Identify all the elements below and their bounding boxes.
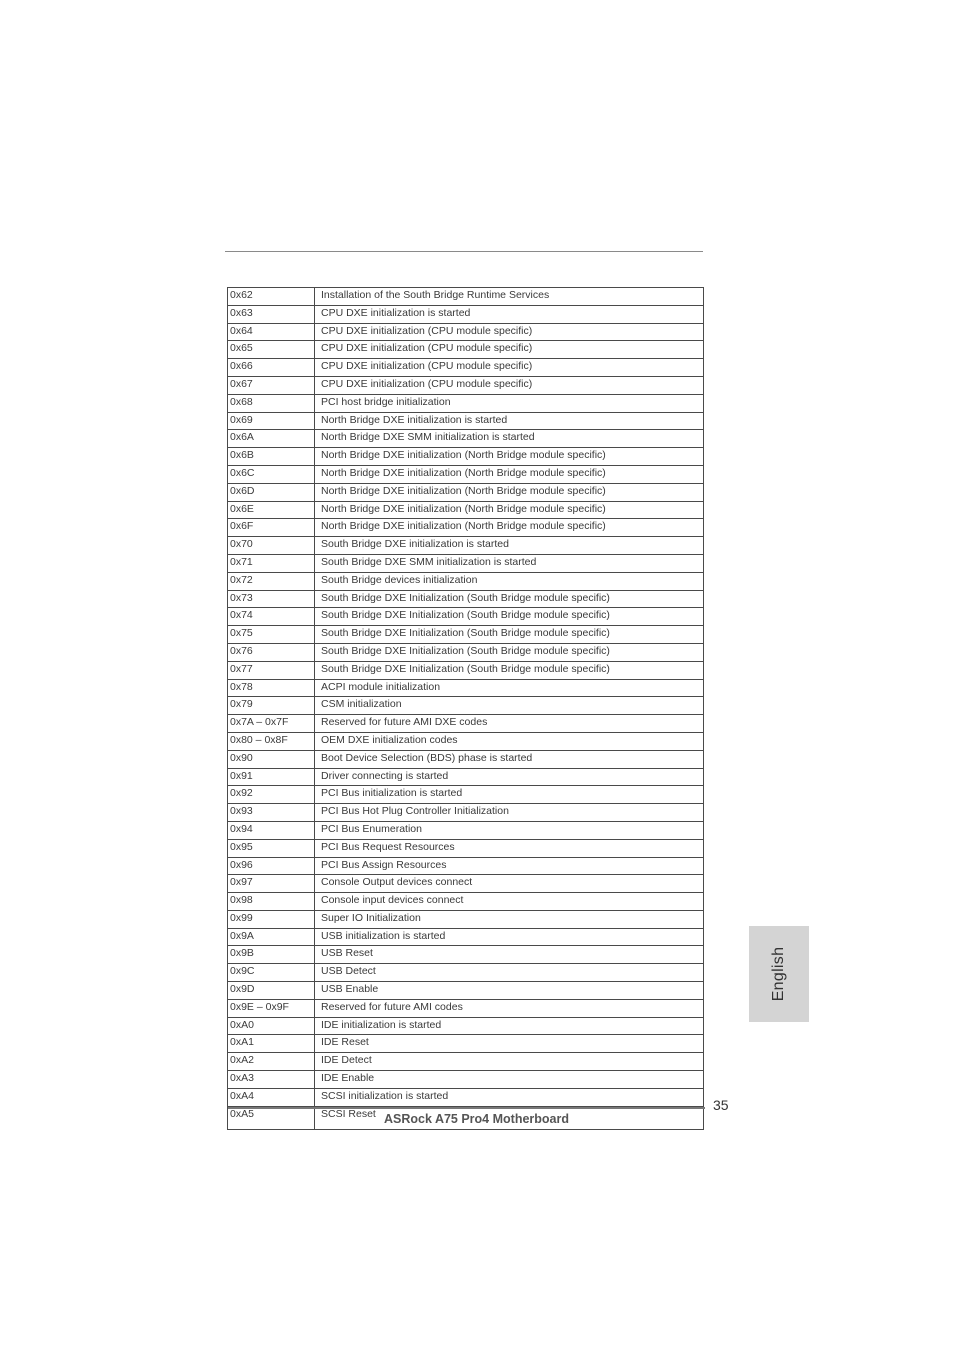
post-code-cell: 0x70 [228, 537, 315, 555]
post-code-cell: 0x7A – 0x7F [228, 715, 315, 733]
description-cell: South Bridge DXE Initialization (South Bridge module specific) [315, 661, 704, 679]
language-tab-label: English [770, 946, 787, 1002]
description-cell: PCI Bus Request Resources [315, 839, 704, 857]
table-row [228, 661, 704, 679]
table-row [228, 501, 704, 519]
table-row [228, 679, 704, 697]
table-row [228, 928, 704, 946]
post-code-cell: 0x71 [228, 554, 315, 572]
post-code-cell: 0x69 [228, 412, 315, 430]
post-code-cell: 0x6F [228, 519, 315, 537]
description-cell: USB initialization is started [315, 928, 704, 946]
post-code-cell: 0x95 [228, 839, 315, 857]
post-code-cell: 0x92 [228, 786, 315, 804]
post-code-cell: 0x76 [228, 643, 315, 661]
description-cell: South Bridge devices initialization [315, 572, 704, 590]
post-code-cell: 0x91 [228, 768, 315, 786]
footer-title: ASRock A75 Pro4 Motherboard [384, 1112, 569, 1126]
description-cell: South Bridge DXE Initialization (South Bridge module specific) [315, 643, 704, 661]
post-code-cell: 0x90 [228, 750, 315, 768]
post-code-cell: 0x9B [228, 946, 315, 964]
description-cell: CPU DXE initialization (CPU module specific) [315, 323, 704, 341]
post-code-cell: 0x93 [228, 804, 315, 822]
description-cell: North Bridge DXE SMM initialization is started [315, 430, 704, 448]
post-code-cell: 0x6E [228, 501, 315, 519]
description-cell: CPU DXE initialization (CPU module specific) [315, 359, 704, 377]
table-row [228, 572, 704, 590]
post-code-cell: 0x6B [228, 448, 315, 466]
post-code-table [227, 287, 704, 1130]
post-code-cell: 0xA4 [228, 1088, 315, 1106]
table-row [228, 750, 704, 768]
description-cell: South Bridge DXE Initialization (South Bridge module specific) [315, 608, 704, 626]
table-row [228, 875, 704, 893]
description-cell: North Bridge DXE initialization is started [315, 412, 704, 430]
post-code-cell: 0x99 [228, 910, 315, 928]
table-row [228, 288, 704, 306]
post-code-cell: 0x63 [228, 305, 315, 323]
post-code-cell: 0xA5 [228, 1106, 315, 1129]
table-row [228, 697, 704, 715]
description-cell: North Bridge DXE initialization (North Bridge module specific) [315, 448, 704, 466]
table-row [228, 394, 704, 412]
description-cell: CPU DXE initialization (CPU module specific) [315, 341, 704, 359]
language-tab [749, 926, 809, 1022]
description-cell: IDE initialization is started [315, 1017, 704, 1035]
table-row [228, 359, 704, 377]
table-row [228, 305, 704, 323]
table-row [228, 1053, 704, 1071]
table-row [228, 643, 704, 661]
table-row [228, 768, 704, 786]
description-cell: PCI Bus initialization is started [315, 786, 704, 804]
description-cell: South Bridge DXE Initialization (South Bridge module specific) [315, 626, 704, 644]
description-cell: ACPI module initialization [315, 679, 704, 697]
description-cell: North Bridge DXE initialization (North Bridge module specific) [315, 483, 704, 501]
table-row [228, 1035, 704, 1053]
post-code-cell: 0x73 [228, 590, 315, 608]
post-code-cell: 0x72 [228, 572, 315, 590]
table-row [228, 715, 704, 733]
post-code-rows [228, 288, 704, 1130]
table-row [228, 964, 704, 982]
table-row [228, 786, 704, 804]
description-cell: South Bridge DXE Initialization (South Bridge module specific) [315, 590, 704, 608]
table-row [228, 448, 704, 466]
post-code-cell: 0xA0 [228, 1017, 315, 1035]
table-row [228, 608, 704, 626]
post-code-cell: 0x9E – 0x9F [228, 999, 315, 1017]
table-row [228, 537, 704, 555]
table-row [228, 999, 704, 1017]
table-row [228, 1017, 704, 1035]
table-row [228, 430, 704, 448]
post-code-cell: 0x65 [228, 341, 315, 359]
post-code-cell: 0x80 – 0x8F [228, 732, 315, 750]
table-row [228, 1071, 704, 1089]
table-row [228, 910, 704, 928]
post-code-cell: 0x66 [228, 359, 315, 377]
table-row [228, 554, 704, 572]
table-row [228, 412, 704, 430]
description-cell: Driver connecting is started [315, 768, 704, 786]
description-cell: IDE Enable [315, 1071, 704, 1089]
description-cell: Super IO Initialization [315, 910, 704, 928]
post-code-cell: 0x97 [228, 875, 315, 893]
description-cell: Reserved for future AMI codes [315, 999, 704, 1017]
description-cell: Console input devices connect [315, 893, 704, 911]
table-row [228, 857, 704, 875]
table-row [228, 821, 704, 839]
description-cell: USB Detect [315, 964, 704, 982]
description-cell: IDE Detect [315, 1053, 704, 1071]
post-code-cell: 0x79 [228, 697, 315, 715]
table-row [228, 465, 704, 483]
description-cell: SCSI Reset [315, 1106, 704, 1129]
description-cell: CPU DXE initialization is started [315, 305, 704, 323]
description-cell: PCI Bus Enumeration [315, 821, 704, 839]
table-row [228, 341, 704, 359]
table-row [228, 376, 704, 394]
post-code-cell: 0x94 [228, 821, 315, 839]
table-row [228, 893, 704, 911]
description-cell: Reserved for future AMI DXE codes [315, 715, 704, 733]
post-code-cell: 0x78 [228, 679, 315, 697]
post-code-cell: 0x9A [228, 928, 315, 946]
post-code-cell: 0x77 [228, 661, 315, 679]
post-code-cell: 0x6C [228, 465, 315, 483]
post-code-cell: 0x6D [228, 483, 315, 501]
page-number: 35 [713, 1097, 729, 1113]
description-cell: Console Output devices connect [315, 875, 704, 893]
table-row [228, 1088, 704, 1106]
description-cell: USB Enable [315, 982, 704, 1000]
description-cell: South Bridge DXE initialization is started [315, 537, 704, 555]
table-row [228, 946, 704, 964]
description-cell: SCSI initialization is started [315, 1088, 704, 1106]
post-code-cell: 0x9D [228, 982, 315, 1000]
header-rule [225, 251, 703, 252]
description-cell: CPU DXE initialization (CPU module specific) [315, 376, 704, 394]
description-cell: PCI host bridge initialization [315, 394, 704, 412]
description-cell: PCI Bus Hot Plug Controller Initialization [315, 804, 704, 822]
table-row [228, 982, 704, 1000]
description-cell: PCI Bus Assign Resources [315, 857, 704, 875]
description-cell: North Bridge DXE initialization (North Bridge module specific) [315, 519, 704, 537]
description-cell: North Bridge DXE initialization (North Bridge module specific) [315, 465, 704, 483]
post-code-cell: 0x75 [228, 626, 315, 644]
description-cell: USB Reset [315, 946, 704, 964]
description-cell: Installation of the South Bridge Runtime Services [315, 288, 704, 306]
table-row [228, 483, 704, 501]
description-cell: IDE Reset [315, 1035, 704, 1053]
table-row [228, 323, 704, 341]
table-row [228, 519, 704, 537]
post-code-cell: 0x68 [228, 394, 315, 412]
description-cell: Boot Device Selection (BDS) phase is started [315, 750, 704, 768]
post-code-cell: 0x62 [228, 288, 315, 306]
post-code-cell: 0x96 [228, 857, 315, 875]
post-code-cell: 0xA2 [228, 1053, 315, 1071]
table-row [228, 804, 704, 822]
table-row [228, 732, 704, 750]
post-code-cell: 0x64 [228, 323, 315, 341]
description-cell: South Bridge DXE SMM initialization is started [315, 554, 704, 572]
post-code-cell: 0x74 [228, 608, 315, 626]
post-code-cell: 0xA1 [228, 1035, 315, 1053]
description-cell: CSM initialization [315, 697, 704, 715]
footer-rule [228, 1107, 705, 1109]
post-code-cell: 0x98 [228, 893, 315, 911]
post-code-cell: 0x6A [228, 430, 315, 448]
table-row [228, 839, 704, 857]
table-row [228, 626, 704, 644]
description-cell: North Bridge DXE initialization (North Bridge module specific) [315, 501, 704, 519]
post-code-cell: 0x67 [228, 376, 315, 394]
table-row [228, 590, 704, 608]
post-code-cell: 0x9C [228, 964, 315, 982]
post-code-cell: 0xA3 [228, 1071, 315, 1089]
description-cell: OEM DXE initialization codes [315, 732, 704, 750]
